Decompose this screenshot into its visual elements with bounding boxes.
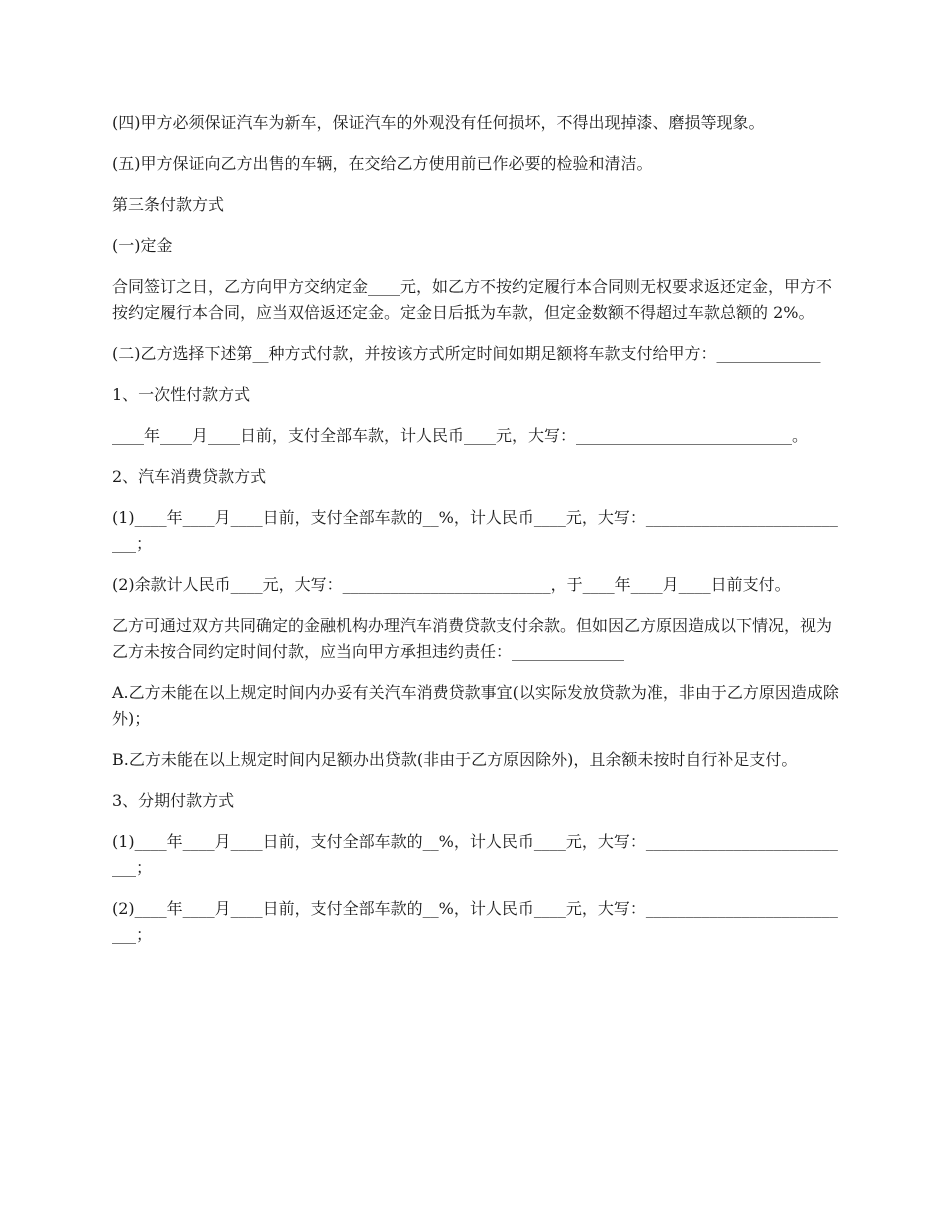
installment-heading: 3、分期付款方式 — [112, 791, 235, 810]
payment-choice-paragraph: (二)乙方选择下述第__种方式付款，并按该方式所定时间如期足额将车款支付给甲方：_____________ — [112, 344, 821, 363]
loan-item-1: (1)____年____月____日前，支付全部车款的__%，计人民币____元，大写：___________________________； — [112, 508, 838, 553]
subheading-deposit: (一)定金 — [112, 236, 173, 255]
loan-conditions-paragraph: 乙方可通过双方共同确定的金融机构办理汽车消费贷款支付余款。但如因乙方原因造成以下情况，视为乙方未按合同约定时间付款，应当向甲方承担违约责任：______________ — [112, 616, 833, 661]
loan-condition-a: A.乙方未能在以上规定时间内办妥有关汽车消费贷款事宜(以实际发放贷款为准，非由于乙方原因造成除外)； — [112, 683, 839, 728]
clause-five: (五)甲方保证向乙方出售的车辆，在交给乙方使用前已作必要的检验和清洁。 — [112, 154, 653, 173]
loan-condition-b: B.乙方未能在以上规定时间内足额办出贷款(非由于乙方原因除外)，且余额未按时自行补足支付。 — [112, 750, 798, 769]
deposit-paragraph: 合同签订之日，乙方向甲方交纳定金____元，如乙方不按约定履行本合同则无权要求返还定金，甲方不按约定履行本合同，应当双倍返还定金。定金日后抵为车款，但定金数额不得超过车款总额的 2%。 — [112, 277, 833, 322]
installment-item-2: (2)____年____月____日前，支付全部车款的__%，计人民币____元，大写：___________________________； — [112, 899, 838, 944]
loan-item-2: (2)余款计人民币____元，大写：__________________________，于____年____月____日前支付。 — [112, 575, 791, 594]
lump-sum-paragraph: ____年____月____日前，支付全部车款，计人民币____元，大写：___________________________。 — [112, 426, 809, 445]
loan-heading: 2、汽车消费贷款方式 — [112, 467, 267, 486]
document-body — [112, 110, 842, 963]
clause-four: (四)甲方必须保证汽车为新车，保证汽车的外观没有任何损坏，不得出现掉漆、磨损等现象。 — [112, 113, 765, 132]
section-heading-payment: 第三条付款方式 — [112, 195, 225, 214]
lump-sum-heading: 1、一次性付款方式 — [112, 385, 251, 404]
installment-item-1: (1)____年____月____日前，支付全部车款的__%，计人民币____元，大写：___________________________； — [112, 832, 838, 877]
